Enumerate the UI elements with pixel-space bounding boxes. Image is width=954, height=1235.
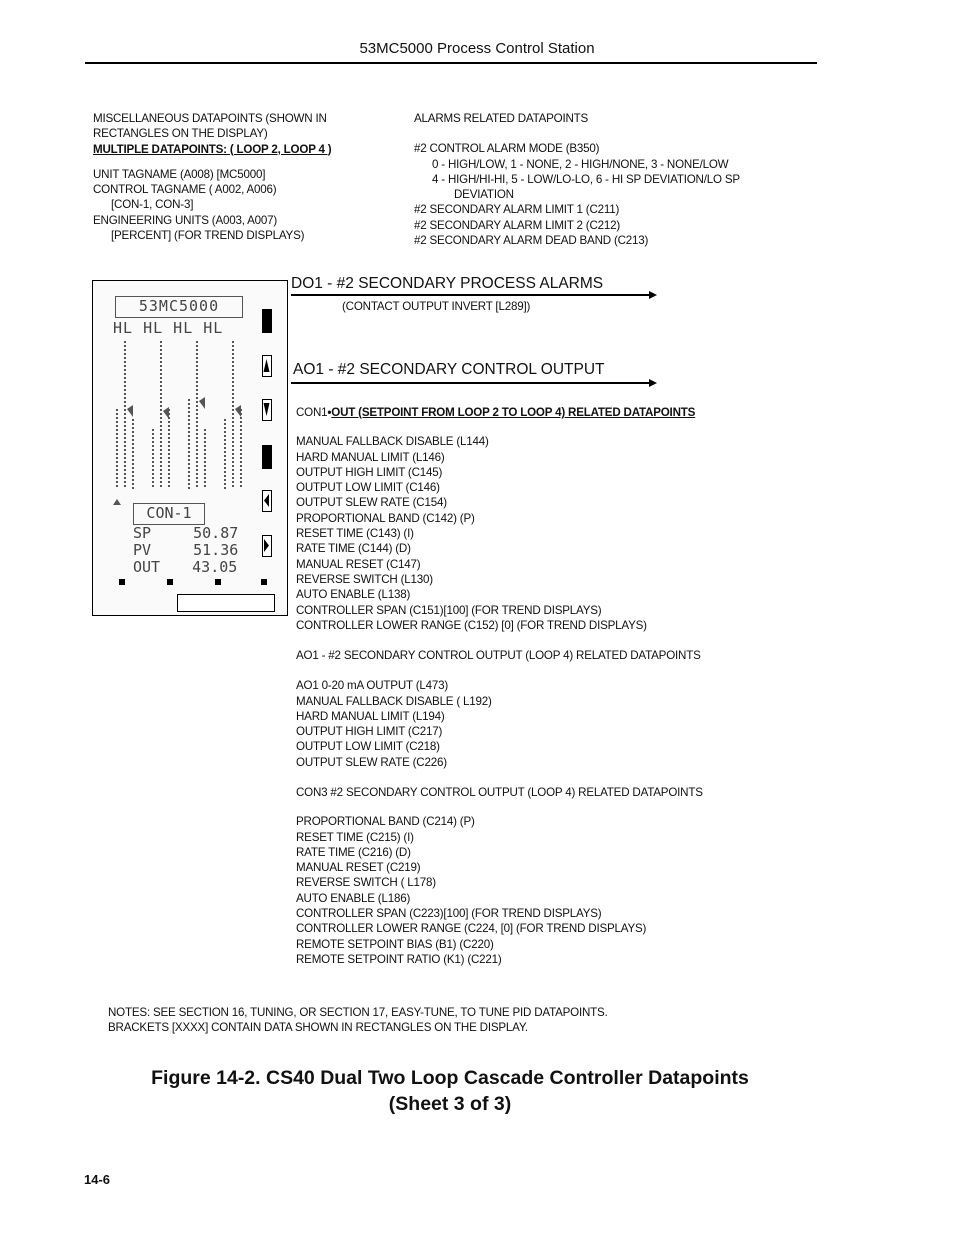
function-key-4[interactable]: [261, 579, 267, 585]
con1-item: CONTROLLER LOWER RANGE (C152) [0] (FOR TREND DISPLAYS): [296, 618, 647, 632]
con1-item: PROPORTIONAL BAND (C142) (P): [296, 511, 475, 525]
con1-item: MANUAL FALLBACK DISABLE (L144): [296, 435, 489, 449]
con1-item: MANUAL RESET (C147): [296, 557, 421, 571]
do1-arrow: [291, 294, 653, 296]
con1-item: RESET TIME (C143) (I): [296, 527, 414, 541]
do1-label: DO1 - #2 SECONDARY PROCESS ALARMS: [291, 275, 604, 292]
sp-label: SP: [133, 524, 152, 542]
con1-heading: CON1•OUT (SETPOINT FROM LOOP 2 TO LOOP 4) RELATED DATAPOINTS: [296, 406, 696, 419]
do1-sublabel: (CONTACT OUTPUT INVERT [L289]): [342, 300, 531, 313]
sp-row: [133, 525, 238, 542]
misc-line: RECTANGLES ON THE DISPLAY): [93, 127, 268, 141]
con3-item: REMOTE SETPOINT BIAS (B1) (C220): [296, 937, 494, 951]
note-line: BRACKETS [XXXX] CONTAIN DATA SHOWN IN RECTANGLES ON THE DISPLAY.: [108, 1021, 528, 1035]
side-key-2[interactable]: [262, 445, 272, 469]
function-key-3[interactable]: [215, 579, 221, 585]
function-key-2[interactable]: [167, 579, 173, 585]
misc-item: CONTROL TAGNAME ( A002, A006): [93, 183, 277, 197]
con1-item: HARD MANUAL LIMIT (L146): [296, 450, 445, 464]
con1-prefix: CON1: [296, 406, 328, 419]
ao1-item: OUTPUT LOW LIMIT (C218): [296, 740, 440, 754]
con3-item: REMOTE SETPOINT RATIO (K1) (C221): [296, 952, 502, 966]
con1-item: OUTPUT SLEW RATE (C154): [296, 496, 447, 510]
alarm-line: #2 SECONDARY ALARM LIMIT 2 (C212): [414, 218, 621, 232]
down-arrow-button[interactable]: [262, 399, 272, 421]
con1-item: RATE TIME (C144) (D): [296, 542, 411, 556]
figure-title: Figure 14-2. CS40 Dual Two Loop Cascade Controller Datapoints: [151, 1067, 749, 1089]
side-key-1[interactable]: [262, 309, 272, 333]
con1-item: CONTROLLER SPAN (C151)[100] (FOR TREND DISPLAYS): [296, 603, 602, 617]
misc-line: MISCELLANEOUS DATAPOINTS (SHOWN IN: [93, 112, 327, 125]
ao1-heading: AO1 - #2 SECONDARY CONTROL OUTPUT (LOOP 4) RELATED DATAPOINTS: [296, 649, 701, 662]
alarm-line: DEVIATION: [454, 188, 514, 202]
pv-value: 51.36: [193, 541, 239, 559]
misc-item: [CON-1, CON-3]: [111, 198, 194, 212]
con3-item: CONTROLLER SPAN (C223)[100] (FOR TREND DISPLAYS): [296, 907, 602, 921]
con3-item: RESET TIME (C215) (I): [296, 830, 414, 844]
con3-item: CONTROLLER LOWER RANGE (C224, [0] (FOR TREND DISPLAYS): [296, 922, 647, 936]
control-tag-display: CON-1: [133, 503, 205, 525]
ao1-item: HARD MANUAL LIMIT (L194): [296, 709, 445, 723]
misc-item: [PERCENT] (FOR TREND DISPLAYS): [111, 229, 305, 243]
ao1-item: OUTPUT HIGH LIMIT (C217): [296, 725, 443, 739]
out-label: OUT: [133, 558, 161, 576]
con1-item: OUTPUT LOW LIMIT (C146): [296, 481, 440, 495]
figure-caption: [0, 1065, 900, 1117]
unit-tag-display: 53MC5000: [115, 296, 243, 318]
header-rule: [85, 62, 817, 64]
function-key-1[interactable]: [119, 579, 125, 585]
label-window: [177, 594, 275, 612]
con1-section: [296, 405, 695, 633]
con1-title: OUT (SETPOINT FROM LOOP 2 TO LOOP 4) RELATED DATAPOINTS: [331, 406, 696, 419]
out-row: [133, 559, 237, 576]
bargraph-display: [111, 339, 261, 509]
alarm-line: 4 - HIGH/HI-HI, 5 - LOW/LO-LO, 6 - HI SP DEVIATION/LO SP: [432, 172, 740, 186]
page-header: 53MC5000 Process Control Station: [359, 40, 595, 57]
pv-row: [133, 542, 238, 559]
ao1-label: AO1 - #2 SECONDARY CONTROL OUTPUT: [293, 361, 605, 378]
misc-datapoints: [93, 111, 331, 243]
notes: [108, 1005, 608, 1036]
ao1-arrow: [291, 382, 653, 384]
alarm-line: #2 SECONDARY ALARM DEAD BAND (C213): [414, 234, 649, 248]
con1-item: OUTPUT HIGH LIMIT (C145): [296, 465, 443, 479]
con3-heading: CON3 #2 SECONDARY CONTROL OUTPUT (LOOP 4) RELATED DATAPOINTS: [296, 786, 703, 799]
ao1-item: OUTPUT SLEW RATE (C226): [296, 755, 447, 769]
up-arrow-button[interactable]: [262, 355, 272, 377]
con3-item: AUTO ENABLE (L186): [296, 891, 411, 905]
page-number: 14-6: [84, 1172, 111, 1187]
con3-item: REVERSE SWITCH ( L178): [296, 876, 436, 890]
ao1-item: AO1 0-20 mA OUTPUT (L473): [296, 679, 449, 693]
alarms-title: ALARMS RELATED DATAPOINTS: [414, 112, 589, 125]
con3-item: PROPORTIONAL BAND (C214) (P): [296, 815, 475, 829]
con3-section: [296, 785, 703, 967]
con1-item: REVERSE SWITCH (L130): [296, 572, 433, 586]
misc-item: UNIT TAGNAME (A008) [MC5000]: [93, 167, 266, 181]
out-value: 43.05: [192, 558, 238, 576]
misc-item: ENGINEERING UNITS (A003, A007): [93, 213, 278, 227]
note-line: NOTES: SEE SECTION 16, TUNING, OR SECTION 17, EASY-TUNE, TO TUNE PID DATAPOINTS.: [108, 1006, 608, 1019]
hl-indicators: HL HL HL HL: [113, 319, 224, 337]
con1-item: AUTO ENABLE (L138): [296, 588, 411, 602]
right-arrow-button[interactable]: [262, 535, 272, 557]
con3-item: MANUAL RESET (C219): [296, 861, 421, 875]
sp-value: 50.87: [193, 524, 239, 542]
ao1-section: [296, 648, 701, 770]
alarm-line: 0 - HIGH/LOW, 1 - NONE, 2 - HIGH/NONE, 3 - NONE/LOW: [432, 157, 729, 171]
alarm-line: #2 SECONDARY ALARM LIMIT 1 (C211): [414, 203, 620, 217]
left-arrow-button[interactable]: [262, 490, 272, 512]
controller-display: [92, 280, 288, 616]
alarm-line: #2 CONTROL ALARM MODE (B350): [414, 142, 600, 156]
con3-item: RATE TIME (C216) (D): [296, 845, 411, 859]
figure-sheet: (Sheet 3 of 3): [388, 1093, 512, 1115]
pv-label: PV: [133, 541, 152, 559]
alarm-datapoints: [414, 111, 740, 248]
ao1-item: MANUAL FALLBACK DISABLE ( L192): [296, 694, 492, 708]
multiple-datapoints-heading: MULTIPLE DATAPOINTS: ( LOOP 2, LOOP 4 ): [93, 142, 332, 156]
